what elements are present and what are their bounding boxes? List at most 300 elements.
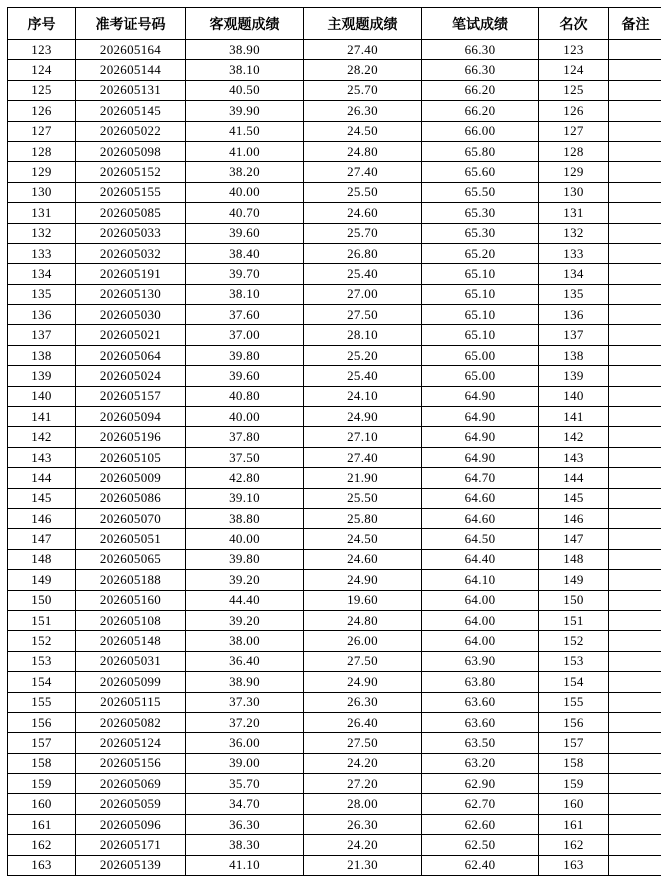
cell-rank: 144: [539, 468, 609, 488]
cell-objective-score: 37.50: [186, 447, 304, 467]
cell-subjective-score: 25.40: [304, 366, 422, 386]
cell-rank: 163: [539, 855, 609, 875]
cell-rank: 129: [539, 162, 609, 182]
cell-seq: 159: [8, 774, 76, 794]
table-row: [8, 794, 661, 814]
cell-rank: 159: [539, 774, 609, 794]
cell-exam-id: 202605131: [76, 80, 186, 100]
cell-seq: 147: [8, 529, 76, 549]
cell-seq: 128: [8, 141, 76, 161]
cell-exam-id: 202605155: [76, 182, 186, 202]
cell-objective-score: 38.10: [186, 60, 304, 80]
cell-written-score: 64.00: [422, 590, 539, 610]
cell-objective-score: 38.90: [186, 672, 304, 692]
cell-subjective-score: 27.10: [304, 427, 422, 447]
table-row: [8, 488, 661, 508]
cell-written-score: 62.50: [422, 835, 539, 855]
cell-objective-score: 38.00: [186, 631, 304, 651]
cell-written-score: 65.00: [422, 345, 539, 365]
cell-objective-score: 34.70: [186, 794, 304, 814]
cell-rank: 148: [539, 549, 609, 569]
cell-exam-id: 202605096: [76, 814, 186, 834]
cell-written-score: 63.90: [422, 651, 539, 671]
cell-written-score: 65.60: [422, 162, 539, 182]
cell-subjective-score: 27.20: [304, 774, 422, 794]
cell-seq: 141: [8, 407, 76, 427]
cell-written-score: 65.10: [422, 284, 539, 304]
cell-remarks: [609, 794, 661, 814]
cell-rank: 130: [539, 182, 609, 202]
cell-seq: 130: [8, 182, 76, 202]
cell-subjective-score: 26.30: [304, 692, 422, 712]
cell-written-score: 64.00: [422, 631, 539, 651]
table-row: [8, 386, 661, 406]
cell-seq: 136: [8, 305, 76, 325]
cell-seq: 151: [8, 610, 76, 630]
table-row: [8, 162, 661, 182]
cell-seq: 134: [8, 264, 76, 284]
cell-remarks: [609, 284, 661, 304]
cell-remarks: [609, 549, 661, 569]
cell-rank: 139: [539, 366, 609, 386]
cell-exam-id: 202605032: [76, 243, 186, 263]
cell-objective-score: 42.80: [186, 468, 304, 488]
cell-remarks: [609, 508, 661, 528]
cell-exam-id: 202605098: [76, 141, 186, 161]
cell-seq: 140: [8, 386, 76, 406]
table-row: [8, 345, 661, 365]
table-row: [8, 427, 661, 447]
cell-exam-id: 202605094: [76, 407, 186, 427]
cell-objective-score: 36.30: [186, 814, 304, 834]
cell-rank: 155: [539, 692, 609, 712]
cell-remarks: [609, 753, 661, 773]
cell-objective-score: 36.00: [186, 733, 304, 753]
cell-subjective-score: 24.90: [304, 672, 422, 692]
cell-seq: 123: [8, 40, 76, 60]
cell-subjective-score: 24.80: [304, 610, 422, 630]
table-row: [8, 203, 661, 223]
cell-subjective-score: 28.20: [304, 60, 422, 80]
cell-objective-score: 39.60: [186, 223, 304, 243]
cell-remarks: [609, 570, 661, 590]
cell-exam-id: 202605082: [76, 712, 186, 732]
cell-written-score: 62.90: [422, 774, 539, 794]
table-body: [8, 40, 661, 876]
cell-exam-id: 202605115: [76, 692, 186, 712]
cell-seq: 127: [8, 121, 76, 141]
cell-objective-score: 39.60: [186, 366, 304, 386]
cell-written-score: 66.30: [422, 40, 539, 60]
header-seq: 序号: [8, 8, 76, 40]
cell-rank: 123: [539, 40, 609, 60]
cell-remarks: [609, 162, 661, 182]
cell-written-score: 65.50: [422, 182, 539, 202]
table-row: [8, 447, 661, 467]
cell-exam-id: 202605156: [76, 753, 186, 773]
cell-remarks: [609, 121, 661, 141]
cell-exam-id: 202605022: [76, 121, 186, 141]
cell-rank: 138: [539, 345, 609, 365]
cell-remarks: [609, 672, 661, 692]
cell-objective-score: 38.20: [186, 162, 304, 182]
cell-written-score: 64.60: [422, 488, 539, 508]
cell-seq: 125: [8, 80, 76, 100]
cell-rank: 140: [539, 386, 609, 406]
cell-remarks: [609, 40, 661, 60]
cell-written-score: 64.10: [422, 570, 539, 590]
cell-remarks: [609, 447, 661, 467]
cell-remarks: [609, 264, 661, 284]
cell-subjective-score: 27.50: [304, 305, 422, 325]
cell-exam-id: 202605108: [76, 610, 186, 630]
cell-remarks: [609, 855, 661, 875]
table-row: [8, 814, 661, 834]
table-row: [8, 223, 661, 243]
cell-subjective-score: 25.70: [304, 80, 422, 100]
cell-objective-score: 37.80: [186, 427, 304, 447]
cell-objective-score: 40.50: [186, 80, 304, 100]
cell-rank: 126: [539, 101, 609, 121]
cell-remarks: [609, 488, 661, 508]
cell-rank: 145: [539, 488, 609, 508]
cell-written-score: 64.50: [422, 529, 539, 549]
cell-seq: 150: [8, 590, 76, 610]
cell-objective-score: 39.80: [186, 549, 304, 569]
cell-seq: 144: [8, 468, 76, 488]
cell-exam-id: 202605085: [76, 203, 186, 223]
cell-exam-id: 202605033: [76, 223, 186, 243]
table-row: [8, 305, 661, 325]
table-row: [8, 508, 661, 528]
cell-written-score: 66.20: [422, 80, 539, 100]
cell-objective-score: 37.30: [186, 692, 304, 712]
cell-subjective-score: 24.50: [304, 529, 422, 549]
cell-objective-score: 39.20: [186, 570, 304, 590]
cell-seq: 156: [8, 712, 76, 732]
cell-remarks: [609, 182, 661, 202]
cell-subjective-score: 24.90: [304, 407, 422, 427]
cell-subjective-score: 24.20: [304, 835, 422, 855]
cell-remarks: [609, 835, 661, 855]
cell-rank: 133: [539, 243, 609, 263]
cell-subjective-score: 24.80: [304, 141, 422, 161]
cell-remarks: [609, 407, 661, 427]
table-row: [8, 712, 661, 732]
cell-remarks: [609, 427, 661, 447]
cell-objective-score: 39.90: [186, 101, 304, 121]
cell-seq: 158: [8, 753, 76, 773]
cell-exam-id: 202605144: [76, 60, 186, 80]
cell-objective-score: 36.40: [186, 651, 304, 671]
cell-objective-score: 41.10: [186, 855, 304, 875]
cell-exam-id: 202605160: [76, 590, 186, 610]
cell-rank: 157: [539, 733, 609, 753]
cell-subjective-score: 26.80: [304, 243, 422, 263]
cell-rank: 141: [539, 407, 609, 427]
cell-seq: 157: [8, 733, 76, 753]
cell-exam-id: 202605065: [76, 549, 186, 569]
header-row: [8, 8, 661, 40]
cell-remarks: [609, 243, 661, 263]
cell-written-score: 65.30: [422, 223, 539, 243]
cell-rank: 124: [539, 60, 609, 80]
cell-rank: 134: [539, 264, 609, 284]
cell-subjective-score: 21.30: [304, 855, 422, 875]
table-row: [8, 284, 661, 304]
cell-remarks: [609, 80, 661, 100]
cell-seq: 126: [8, 101, 76, 121]
cell-remarks: [609, 590, 661, 610]
cell-written-score: 64.60: [422, 508, 539, 528]
cell-remarks: [609, 610, 661, 630]
table-row: [8, 182, 661, 202]
score-table: [7, 7, 661, 876]
cell-written-score: 63.50: [422, 733, 539, 753]
cell-exam-id: 202605124: [76, 733, 186, 753]
cell-written-score: 64.00: [422, 610, 539, 630]
cell-written-score: 62.70: [422, 794, 539, 814]
cell-seq: 153: [8, 651, 76, 671]
cell-seq: 161: [8, 814, 76, 834]
cell-written-score: 65.10: [422, 305, 539, 325]
cell-exam-id: 202605051: [76, 529, 186, 549]
cell-rank: 143: [539, 447, 609, 467]
cell-exam-id: 202605164: [76, 40, 186, 60]
cell-seq: 124: [8, 60, 76, 80]
cell-exam-id: 202605070: [76, 508, 186, 528]
cell-seq: 143: [8, 447, 76, 467]
cell-seq: 155: [8, 692, 76, 712]
table-row: [8, 529, 661, 549]
table-row: [8, 631, 661, 651]
cell-written-score: 65.30: [422, 203, 539, 223]
cell-exam-id: 202605099: [76, 672, 186, 692]
table-row: [8, 855, 661, 875]
cell-seq: 154: [8, 672, 76, 692]
cell-rank: 151: [539, 610, 609, 630]
cell-objective-score: 38.30: [186, 835, 304, 855]
cell-objective-score: 39.80: [186, 345, 304, 365]
table-row: [8, 121, 661, 141]
table-row: [8, 101, 661, 121]
cell-exam-id: 202605191: [76, 264, 186, 284]
cell-exam-id: 202605105: [76, 447, 186, 467]
table-row: [8, 141, 661, 161]
cell-objective-score: 38.80: [186, 508, 304, 528]
cell-remarks: [609, 733, 661, 753]
cell-subjective-score: 26.00: [304, 631, 422, 651]
cell-remarks: [609, 366, 661, 386]
cell-written-score: 65.10: [422, 264, 539, 284]
cell-exam-id: 202605031: [76, 651, 186, 671]
cell-written-score: 65.10: [422, 325, 539, 345]
cell-seq: 162: [8, 835, 76, 855]
cell-objective-score: 38.40: [186, 243, 304, 263]
cell-remarks: [609, 305, 661, 325]
cell-remarks: [609, 692, 661, 712]
cell-rank: 127: [539, 121, 609, 141]
cell-written-score: 64.90: [422, 386, 539, 406]
table-row: [8, 753, 661, 773]
cell-rank: 158: [539, 753, 609, 773]
cell-rank: 162: [539, 835, 609, 855]
cell-seq: 163: [8, 855, 76, 875]
cell-subjective-score: 27.40: [304, 162, 422, 182]
cell-objective-score: 40.00: [186, 182, 304, 202]
cell-seq: 129: [8, 162, 76, 182]
cell-written-score: 65.20: [422, 243, 539, 263]
cell-written-score: 65.80: [422, 141, 539, 161]
cell-subjective-score: 27.40: [304, 40, 422, 60]
table-row: [8, 590, 661, 610]
cell-seq: 131: [8, 203, 76, 223]
cell-remarks: [609, 60, 661, 80]
cell-exam-id: 202605130: [76, 284, 186, 304]
cell-exam-id: 202605188: [76, 570, 186, 590]
table-row: [8, 692, 661, 712]
cell-subjective-score: 24.60: [304, 549, 422, 569]
cell-seq: 149: [8, 570, 76, 590]
header-subjective-score: 主观题成绩: [304, 8, 422, 40]
cell-remarks: [609, 345, 661, 365]
table-row: [8, 733, 661, 753]
cell-subjective-score: 24.50: [304, 121, 422, 141]
cell-subjective-score: 21.90: [304, 468, 422, 488]
cell-written-score: 64.90: [422, 407, 539, 427]
cell-objective-score: 39.20: [186, 610, 304, 630]
cell-objective-score: 40.80: [186, 386, 304, 406]
cell-exam-id: 202605145: [76, 101, 186, 121]
cell-written-score: 63.60: [422, 692, 539, 712]
cell-subjective-score: 28.10: [304, 325, 422, 345]
cell-written-score: 64.90: [422, 427, 539, 447]
cell-written-score: 66.00: [422, 121, 539, 141]
table-row: [8, 407, 661, 427]
cell-exam-id: 202605157: [76, 386, 186, 406]
table-row: [8, 672, 661, 692]
cell-subjective-score: 24.20: [304, 753, 422, 773]
table-row: [8, 80, 661, 100]
cell-objective-score: 35.70: [186, 774, 304, 794]
cell-written-score: 63.80: [422, 672, 539, 692]
table-row: [8, 243, 661, 263]
cell-objective-score: 40.00: [186, 407, 304, 427]
cell-exam-id: 202605030: [76, 305, 186, 325]
table-row: [8, 549, 661, 569]
cell-rank: 152: [539, 631, 609, 651]
cell-exam-id: 202605196: [76, 427, 186, 447]
cell-seq: 148: [8, 549, 76, 569]
cell-seq: 142: [8, 427, 76, 447]
cell-objective-score: 39.70: [186, 264, 304, 284]
cell-objective-score: 44.40: [186, 590, 304, 610]
cell-seq: 160: [8, 794, 76, 814]
cell-subjective-score: 27.50: [304, 651, 422, 671]
cell-remarks: [609, 814, 661, 834]
cell-remarks: [609, 223, 661, 243]
table-row: [8, 774, 661, 794]
cell-rank: 149: [539, 570, 609, 590]
cell-remarks: [609, 325, 661, 345]
cell-rank: 160: [539, 794, 609, 814]
cell-remarks: [609, 203, 661, 223]
cell-rank: 125: [539, 80, 609, 100]
table-row: [8, 40, 661, 60]
cell-rank: 150: [539, 590, 609, 610]
cell-objective-score: 39.10: [186, 488, 304, 508]
cell-rank: 137: [539, 325, 609, 345]
cell-exam-id: 202605024: [76, 366, 186, 386]
cell-subjective-score: 27.50: [304, 733, 422, 753]
cell-seq: 146: [8, 508, 76, 528]
cell-subjective-score: 25.20: [304, 345, 422, 365]
cell-objective-score: 41.50: [186, 121, 304, 141]
cell-rank: 136: [539, 305, 609, 325]
cell-rank: 156: [539, 712, 609, 732]
cell-subjective-score: 25.40: [304, 264, 422, 284]
cell-seq: 135: [8, 284, 76, 304]
cell-exam-id: 202605139: [76, 855, 186, 875]
table-row: [8, 366, 661, 386]
cell-seq: 137: [8, 325, 76, 345]
cell-exam-id: 202605086: [76, 488, 186, 508]
table-row: [8, 610, 661, 630]
cell-written-score: 66.20: [422, 101, 539, 121]
table-row: [8, 835, 661, 855]
cell-seq: 138: [8, 345, 76, 365]
cell-rank: 146: [539, 508, 609, 528]
cell-rank: 161: [539, 814, 609, 834]
cell-rank: 154: [539, 672, 609, 692]
cell-rank: 132: [539, 223, 609, 243]
cell-objective-score: 38.10: [186, 284, 304, 304]
cell-written-score: 65.00: [422, 366, 539, 386]
cell-seq: 152: [8, 631, 76, 651]
cell-objective-score: 39.00: [186, 753, 304, 773]
cell-seq: 145: [8, 488, 76, 508]
cell-rank: 131: [539, 203, 609, 223]
cell-objective-score: 40.00: [186, 529, 304, 549]
cell-subjective-score: 27.00: [304, 284, 422, 304]
cell-seq: 132: [8, 223, 76, 243]
cell-subjective-score: 25.70: [304, 223, 422, 243]
cell-written-score: 63.20: [422, 753, 539, 773]
cell-subjective-score: 24.10: [304, 386, 422, 406]
cell-exam-id: 202605148: [76, 631, 186, 651]
cell-subjective-score: 26.30: [304, 101, 422, 121]
cell-objective-score: 40.70: [186, 203, 304, 223]
cell-exam-id: 202605152: [76, 162, 186, 182]
cell-exam-id: 202605009: [76, 468, 186, 488]
cell-objective-score: 38.90: [186, 40, 304, 60]
cell-remarks: [609, 651, 661, 671]
cell-subjective-score: 25.50: [304, 488, 422, 508]
cell-remarks: [609, 141, 661, 161]
table-row: [8, 264, 661, 284]
cell-written-score: 62.40: [422, 855, 539, 875]
cell-rank: 128: [539, 141, 609, 161]
cell-objective-score: 37.00: [186, 325, 304, 345]
header-objective-score: 客观题成绩: [186, 8, 304, 40]
table-row: [8, 651, 661, 671]
table-row: [8, 325, 661, 345]
header-remarks: 备注: [609, 8, 661, 40]
table-row: [8, 570, 661, 590]
cell-written-score: 62.60: [422, 814, 539, 834]
cell-exam-id: 202605059: [76, 794, 186, 814]
cell-remarks: [609, 468, 661, 488]
